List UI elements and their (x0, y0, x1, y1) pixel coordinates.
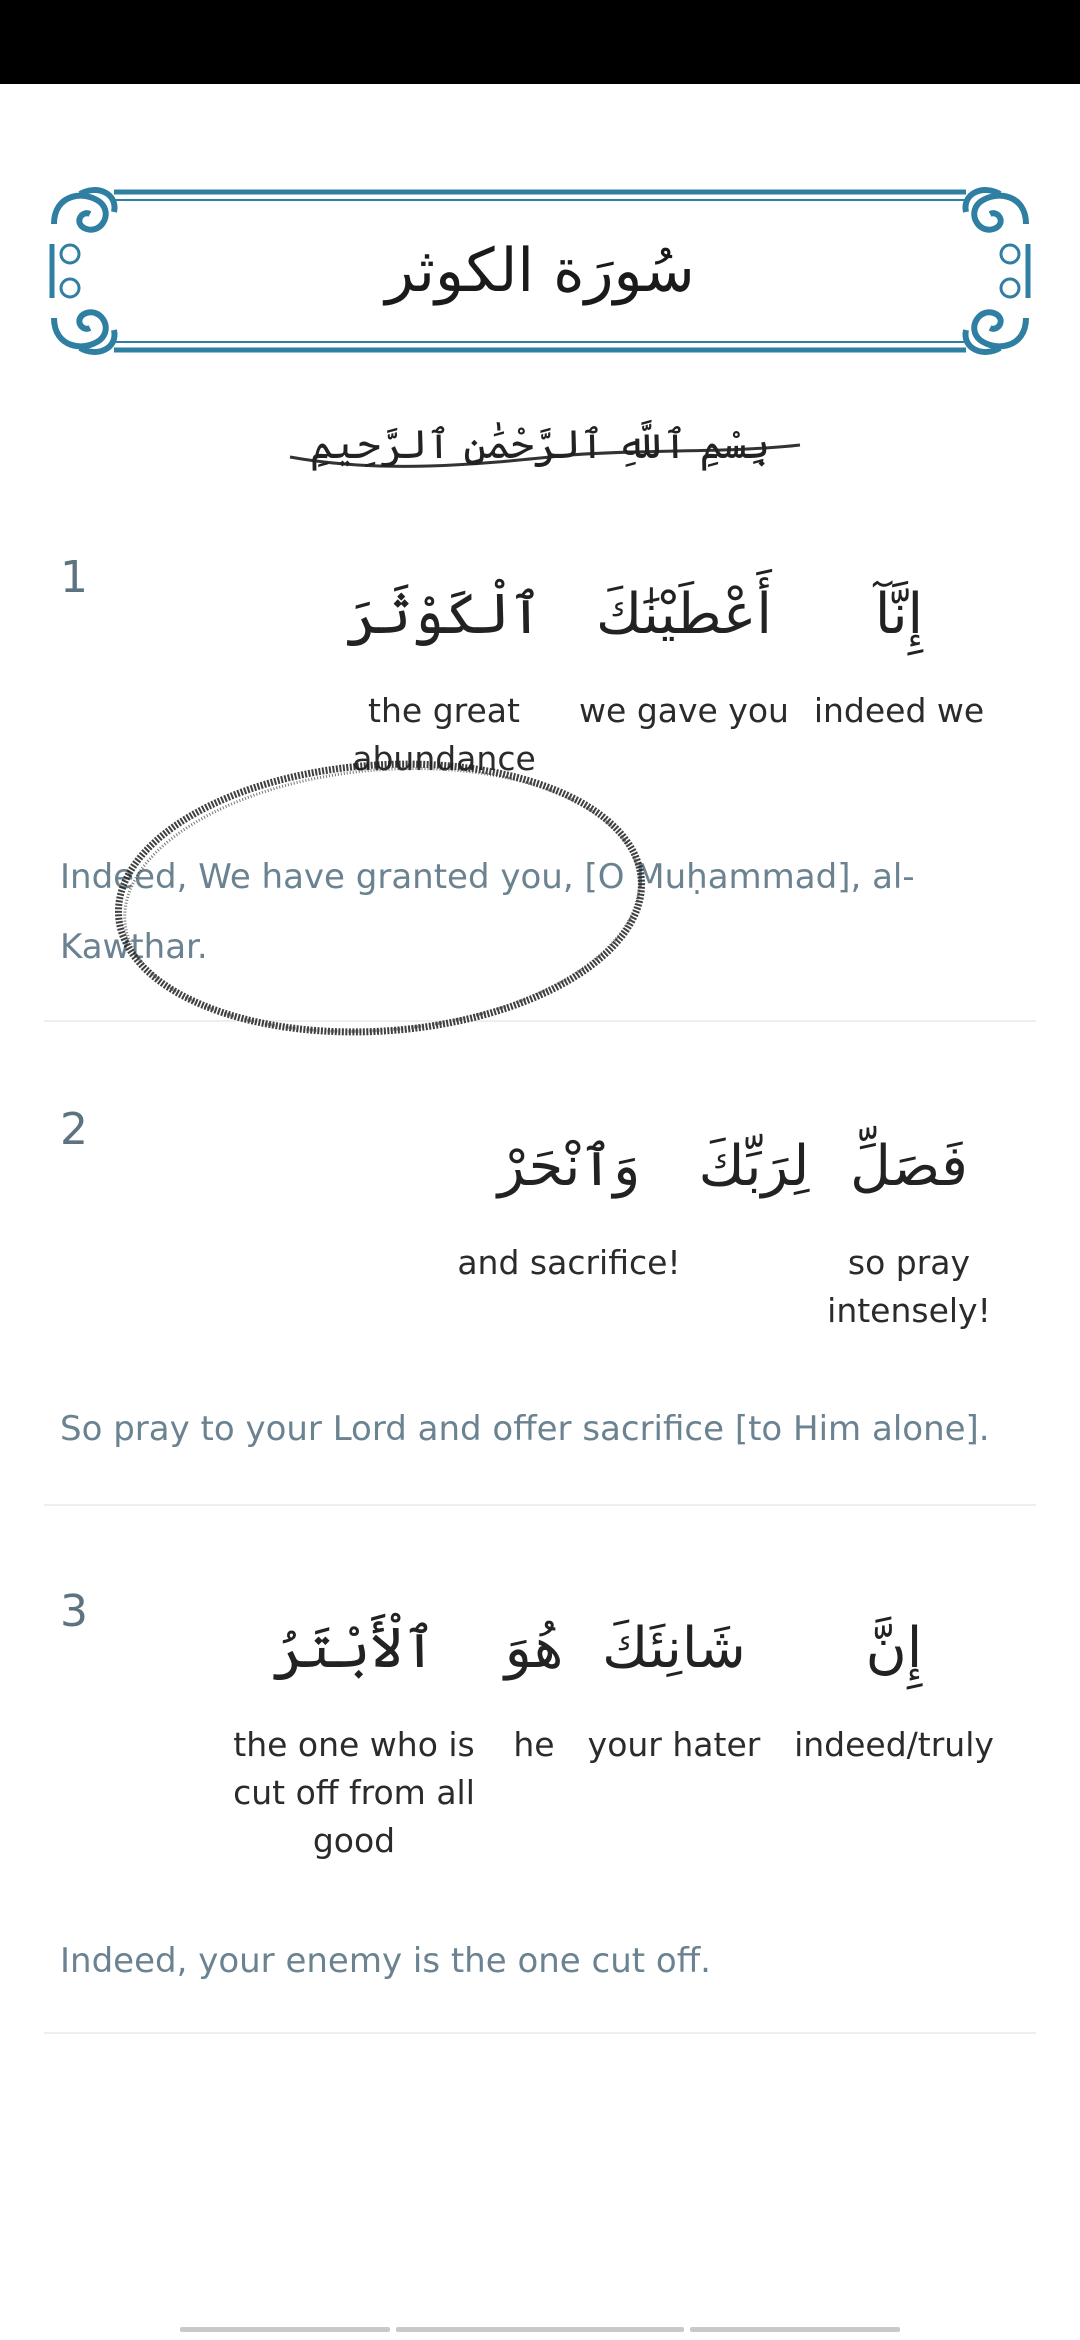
word-translation: the one who is cut off from all good (233, 1725, 475, 1860)
divider (44, 1020, 1036, 1022)
word-item[interactable] (564, 582, 804, 735)
word-item[interactable] (574, 1616, 774, 1769)
word-translation: he (513, 1725, 555, 1764)
word-arabic: أَعْطَيْنَٰكَ (596, 582, 772, 647)
word-translation: indeed/truly (794, 1725, 994, 1764)
basmala (270, 405, 810, 485)
word-item[interactable] (444, 1134, 694, 1287)
word-arabic: فَصَلِّ (850, 1134, 968, 1199)
surah-title: سُورَة الكوثر (385, 236, 695, 306)
verse-translation: So pray to your Lord and offer sacrifice [to Him alone]. (60, 1409, 990, 1449)
word-item[interactable] (784, 582, 1014, 735)
word-translation: so pray intensely! (827, 1243, 991, 1330)
word-arabic: إِنَّ (865, 1616, 923, 1681)
verse-number: 1 (60, 552, 88, 603)
word-arabic: لِرَبِّكَ (698, 1134, 810, 1199)
page-indicator-2 (396, 2327, 684, 2332)
word-arabic: ٱلْكَوْثَرَ (345, 582, 543, 647)
word-arabic: وَٱنْحَرْ (497, 1134, 641, 1199)
divider (44, 1504, 1036, 1506)
word-arabic: ٱلْأَبْتَرُ (271, 1616, 437, 1681)
word-arabic: هُوَ (504, 1616, 564, 1681)
word-item[interactable] (774, 1616, 1014, 1769)
word-translation: we gave you (579, 691, 789, 730)
word-arabic: إِنَّآ (874, 582, 924, 647)
divider (44, 2032, 1036, 2034)
word-item[interactable] (684, 1134, 824, 1239)
word-translation: and sacrifice! (457, 1243, 681, 1282)
page-indicator-3 (690, 2327, 900, 2332)
word-translation: indeed we (813, 691, 985, 730)
basmala-text: بِسْمِ ٱللَّهِ ٱلرَّحْمَٰنِ ٱلرَّحِيمِ (309, 422, 771, 468)
verse-number: 2 (60, 1104, 88, 1155)
verse-number: 3 (60, 1586, 88, 1637)
word-translation: your hater (587, 1725, 761, 1764)
word-translation: the great abundance (352, 691, 536, 778)
surah-header (44, 184, 1036, 358)
word-item[interactable] (804, 1134, 1014, 1335)
word-item[interactable] (494, 1616, 574, 1769)
verse-translation: Indeed, your enemy is the one cut off. (60, 1941, 711, 1981)
word-item[interactable] (334, 582, 554, 783)
status-bar (0, 0, 1080, 84)
page-indicator-1 (180, 2327, 390, 2332)
word-arabic: شَانِئَكَ (602, 1616, 746, 1681)
verse-translation: Indeed, We have granted you, [O Muḥammad], al-Kawthar. (60, 857, 915, 967)
word-item[interactable] (224, 1616, 484, 1865)
